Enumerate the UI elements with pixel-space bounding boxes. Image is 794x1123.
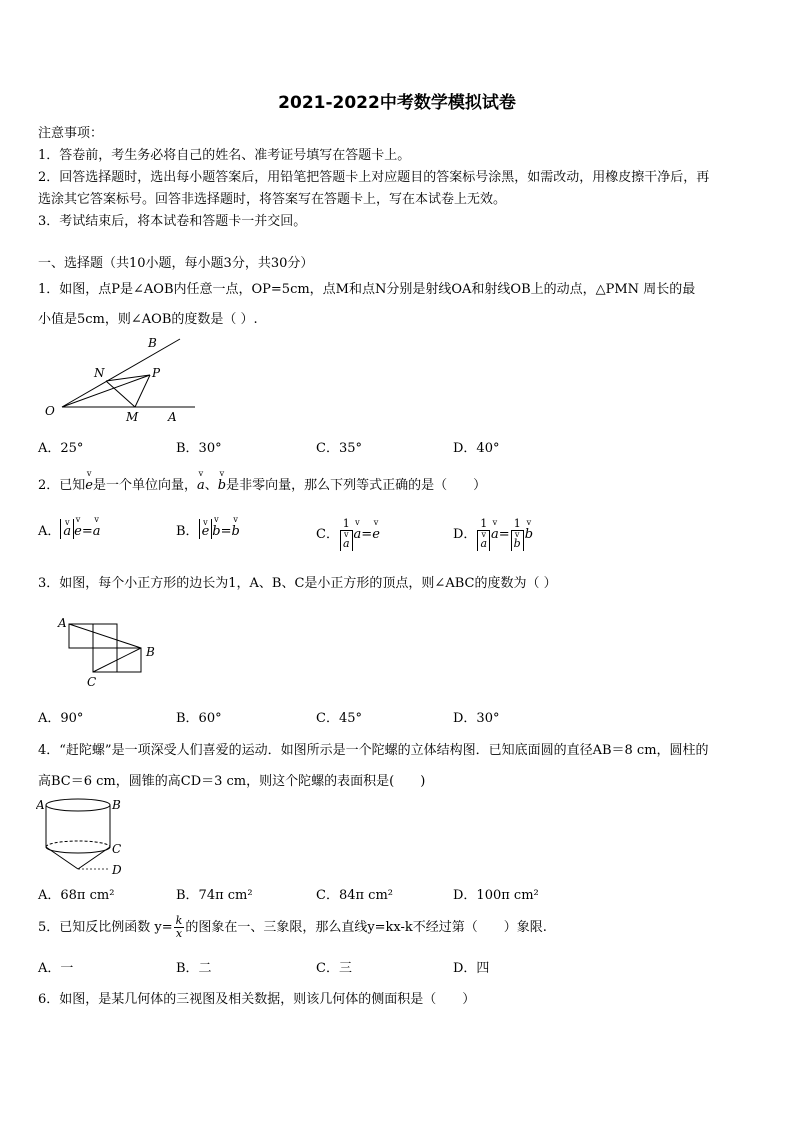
notice-item-3: 3．考试结束后，将本试卷和答题卡一并交回。 (38, 214, 307, 229)
q3-text: 3．如图，每个小正方形的边长为1，A、B、C是小正方形的顶点，则∠ABC的度数为（ ） (38, 576, 557, 591)
q2-d-den2: v b (514, 531, 521, 551)
q4-text-line2: 高BC＝6 cm，圆锥的高CD＝3 cm，则这个陀螺的表面积是( ) (38, 774, 426, 789)
q2-text-b: 是一个单位向量， (92, 478, 197, 493)
q2-option-d[interactable] (453, 518, 533, 551)
q3-grid-figure (55, 614, 165, 692)
q4-options (38, 884, 758, 904)
q2-vector-a: v a (197, 472, 205, 493)
q2-d-b: v b (525, 521, 533, 542)
q2-sep: 、 (204, 478, 218, 493)
q2-a-eq: = (81, 524, 93, 539)
q5-option-c[interactable]: C．三 (316, 961, 352, 976)
q1-label-o: O (45, 404, 55, 418)
q2-c-eq: = (361, 527, 373, 542)
q2-option-b[interactable] (176, 518, 240, 539)
q2-c-num: 1 (340, 518, 353, 531)
notice-heading: 注意事项： (38, 126, 104, 141)
q2-d-num1: 1 (477, 518, 490, 531)
q4-text-line1: 4．“赶陀螺”是一项深受人们喜爱的运动．如图所示是一个陀螺的立体结构图．已知底面圆的直径AB＝8 cm，圆柱的 (38, 743, 709, 758)
notice-item-2: 2．回答选择题时，选出每小题答案后，用铅笔把答题卡上对应题目的答案标号涂黑，如需改动，用橡皮擦干净后，再 (38, 170, 710, 185)
q3-option-a[interactable]: A．90° (38, 711, 84, 726)
q4-label-b: B (112, 798, 121, 812)
q1-label-p: P (152, 366, 161, 380)
q2-option-c-label: C． (316, 527, 339, 542)
q3-option-c[interactable]: C．45° (316, 711, 362, 726)
q2-b-rhs: v b (232, 518, 240, 539)
exam-title: 2021-2022中考数学模拟试卷 (278, 93, 516, 113)
q5-frac-k: k (175, 914, 183, 927)
q6-text: 6．如图，是某几何体的三视图及相关数据，则该几何体的侧面积是（ ） (38, 992, 476, 1007)
q2-text-c: 是非零向量，那么下列等式正确的是（ ） (226, 478, 487, 493)
q2-d-eq: = (498, 527, 510, 542)
q2-option-c[interactable] (316, 518, 380, 551)
q4-option-a[interactable]: A．68π cm² (38, 888, 115, 903)
q4-option-d[interactable]: D．100π cm² (453, 888, 539, 903)
q2-c-den: v a (343, 531, 350, 551)
q2-option-a[interactable] (38, 518, 101, 539)
q5-options (38, 957, 758, 977)
q1-option-a[interactable]: A．25° (38, 441, 84, 456)
notice-item-1: 1．答卷前，考生务必将自己的姓名、准考证号填写在答题卡上。 (38, 148, 411, 163)
q5-option-d[interactable]: D．四 (453, 961, 490, 976)
q1-angle-figure (40, 335, 200, 427)
q4-label-a: A (36, 798, 45, 812)
q4-label-d: D (112, 863, 122, 877)
q2-b-abs: v e (202, 519, 210, 539)
q2-option-d-label: D． (453, 527, 477, 542)
q2-d-den1: v a (480, 531, 487, 551)
q2-options (38, 518, 758, 548)
q2-option-b-label: B． (176, 524, 199, 539)
q3-label-c: C (87, 675, 97, 689)
q5-option-b[interactable]: B．二 (176, 961, 212, 976)
q2-vector-e: v e (85, 472, 93, 493)
q5-frac-x: x (175, 927, 183, 940)
q2-text (38, 472, 486, 493)
q2-b-eq: = (220, 524, 232, 539)
q4-option-b[interactable]: B．74π cm² (176, 888, 253, 903)
q1-text-line2: 小值是5cm，则∠AOB的度数是（ ）. (38, 312, 258, 327)
q3-option-b[interactable]: B．60° (176, 711, 222, 726)
q2-b-b: v b (212, 518, 220, 539)
q2-c-rhs: v e (372, 521, 380, 542)
q1-text-line1: 1．如图，点P是∠AOB内任意一点，OP=5cm，点M和点N分别是射线OA和射线OB上的动点，△PMN 周长的最 (38, 282, 696, 297)
q2-text-a: 2．已知 (38, 478, 86, 493)
q2-vector-b: v b (218, 472, 226, 493)
q1-options (38, 437, 758, 457)
q3-label-b: B (146, 645, 155, 659)
q1-option-b[interactable]: B．30° (176, 441, 222, 456)
q2-d-a: v a (491, 521, 499, 542)
q5-text (38, 915, 547, 940)
q1-label-n: N (94, 366, 105, 380)
q2-option-a-label: A． (38, 524, 61, 539)
q1-option-d[interactable]: D．40° (453, 441, 500, 456)
q3-options (38, 707, 758, 727)
q3-label-a: A (58, 616, 67, 630)
q4-top-figure (36, 795, 131, 877)
q2-a-rhs: v a (93, 518, 101, 539)
q4-option-c[interactable]: C．84π cm² (316, 888, 393, 903)
q1-label-b: B (148, 336, 157, 350)
q1-label-m: M (126, 410, 139, 424)
q5-text-a: 5．已知反比例函数 y= (38, 920, 173, 935)
q1-label-a: A (168, 410, 177, 424)
q1-option-c[interactable]: C．35° (316, 441, 362, 456)
q2-c-a: v a (354, 521, 362, 542)
notice-item-2-cont: 选涂其它答案标号。回答非选择题时，将答案写在答题卡上，写在本试卷上无效。 (38, 192, 507, 207)
q5-text-b: 的图象在一、三象限，那么直线y=kx-k不经过第（ ）象限. (185, 920, 547, 935)
q2-a-abs: v a (63, 519, 71, 539)
q4-label-c: C (112, 842, 122, 856)
section-heading: 一、选择题（共10小题，每小题3分，共30分） (38, 256, 314, 271)
q3-option-d[interactable]: D．30° (453, 711, 500, 726)
q2-a-e: v e (74, 518, 82, 539)
q2-d-num2: 1 (511, 518, 524, 531)
q5-option-a[interactable]: A．一 (38, 961, 74, 976)
